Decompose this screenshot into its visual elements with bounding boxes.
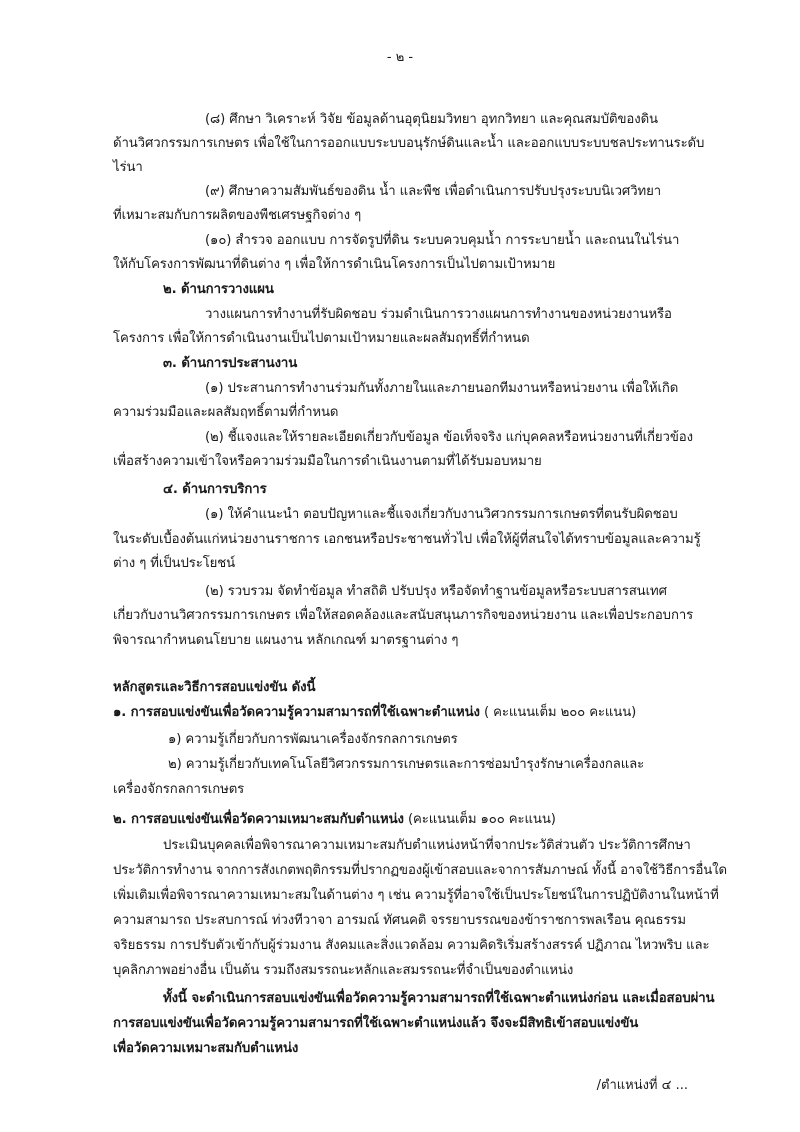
line-text: เพื่อวัดความเหมาะสมกับตำแหน่ง xyxy=(113,1041,299,1056)
line-text: ๓. ด้านการประสานงาน xyxy=(163,356,298,371)
score-note: ( คะแนนเต็ม ๒๐๐ คะแนน) xyxy=(479,705,637,720)
line-text: ความสามารถ ประสบการณ์ ท่วงทีวาจา อารมณ์ ทัศนคติ จรรยาบรรณของข้าราชการพลเรือน คุณธรรม xyxy=(113,913,687,928)
line-text: ๒) ความรู้เกี่ยวกับเทคโนโลยีวิศวกรรมการเกษตรและการซ่อมบำรุงรักษาเครื่องกลและ xyxy=(168,757,645,772)
text-line xyxy=(168,755,644,775)
text-line xyxy=(168,730,458,750)
text-line xyxy=(205,505,678,525)
line-text: ประเมินบุคคลเพื่อพิจารณาความเหมาะสมกับตำแหน่งหน้าที่จากประวัติส่วนตัว ประวัติการศึกษา xyxy=(163,838,691,853)
line-text: ความร่วมมือและผลสัมฤทธิ์ตามที่กำหนด xyxy=(113,405,339,420)
line-text: เพิ่มเติมเพื่อพิจารณาความเหมาะสมในด้านต่าง ๆ เช่น ความรู้ที่อาจใช้เป็นประโยชน์ในการปฏิบัติงานในหน้าที่ xyxy=(113,888,719,903)
line-text: (๘) ศึกษา วิเคราะห์ วิจัย ข้อมูลด้านอุตุนิยมวิทยา อุทกวิทยา และคุณสมบัติของดิน xyxy=(205,112,658,127)
heading-line xyxy=(163,989,714,1009)
text-line xyxy=(113,206,361,226)
line-text: บุคลิกภาพอย่างอื่น เป็นต้น รวมถึงสมรรถนะหลักและสมรรถนะที่จำเป็นของตำแหน่ง xyxy=(113,963,574,978)
text-line xyxy=(205,305,672,325)
text-line xyxy=(113,606,693,626)
text-line xyxy=(113,134,704,154)
text-line xyxy=(113,936,709,956)
line-text: ด้านวิศวกรรมการเกษตร เพื่อใช้ในการออกแบบระบบอนุรักษ์ดินและน้ำ และออกแบบระบบชลประทานระดับ xyxy=(113,136,705,151)
heading-line xyxy=(163,480,267,500)
line-text: ให้กับโครงการพัฒนาที่ดินต่าง ๆ เพื่อให้การดำเนินโครงการเป็นไปตามเป้าหมาย xyxy=(113,257,556,272)
line-text: (๑) ให้คำแนะนำ ตอบปัญหาและชี้แจงเกี่ยวกับงานวิศวกรรมการเกษตรที่ตนรับผิดชอบ xyxy=(205,507,678,522)
line-text: ทั้งนี้ จะดำเนินการสอบแข่งขันเพื่อวัดความรู้ความสามารถที่ใช้เฉพาะตำแหน่งก่อน และเมื่อสอบผ่าน xyxy=(163,991,715,1006)
line-text: ประวัติการทำงาน จากการสังเกตพฤติกรรมที่ปรากฏของผู้เข้าสอบและจาการสัมภาษณ์ ทั้งนี้ อาจใช้วิธีการอื่นใด xyxy=(113,863,727,878)
page-number: - ๒ - xyxy=(386,50,414,65)
line-text: ไร่นา xyxy=(113,160,143,175)
heading-line xyxy=(163,280,274,300)
line-text: ๔. ด้านการบริการ xyxy=(163,482,267,497)
text-line xyxy=(113,255,555,275)
score-note: (คะแนนเต็ม ๑๐๐ คะแนน) xyxy=(403,812,556,827)
text-line xyxy=(113,554,235,574)
line-text: พิจารณากำหนดนโยบาย แผนงาน หลักเกณฑ์ มาตรฐานต่าง ๆ xyxy=(113,633,459,648)
text-line xyxy=(113,329,530,349)
text-line xyxy=(205,582,667,602)
text-line xyxy=(205,182,661,202)
text-line xyxy=(113,911,686,931)
text-line xyxy=(113,158,143,178)
line-text: เพื่อสร้างความเข้าใจหรือความร่วมมือในการดำเนินงานตามที่ได้รับมอบหมาย xyxy=(113,454,542,469)
text-line xyxy=(163,836,691,856)
line-text: ในระดับเบื้องต้นแก่หน่วยงานราชการ เอกชนหรือประชาชนทั่วไป เพื่อให้ผู้ที่สนใจได้ทราบข้อมูลและความรู้ xyxy=(113,532,701,547)
line-text: (๒) รวบรวม จัดทำข้อมูล ทำสถิติ ปรับปรุง หรือจัดทำฐานข้อมูลหรือระบบสารสนเทศ xyxy=(205,584,667,599)
text-line xyxy=(205,110,658,130)
text-line xyxy=(205,428,693,448)
text-line xyxy=(205,379,678,399)
line-text: ต่าง ๆ ที่เป็นประโยชน์ xyxy=(113,556,236,571)
heading-line xyxy=(113,810,556,830)
line-text: ๑. การสอบแข่งขันเพื่อวัดความรู้ความสามารถที่ใช้เฉพาะตำแหน่ง xyxy=(113,705,480,720)
text-line xyxy=(113,631,458,651)
line-text: ๒. ด้านการวางแผน xyxy=(163,282,274,297)
heading-line xyxy=(113,1039,298,1059)
line-text: เกี่ยวกับงานวิศวกรรมการเกษตร เพื่อให้สอดคล้องและสนับสนุนภารกิจของหน่วยงาน และเพื่อประกอบการ xyxy=(113,608,694,623)
text-line xyxy=(205,231,679,251)
line-text: ๒. การสอบแข่งขันเพื่อวัดความเหมาะสมกับตำแหน่ง xyxy=(113,812,404,827)
line-text: หลักสูตรและวิธีการสอบแข่งขัน ดังนี้ xyxy=(113,680,316,695)
heading-line xyxy=(163,354,297,374)
line-text: ๑) ความรู้เกี่ยวกับการพัฒนาเครื่องจักรกลการเกษตร xyxy=(168,732,458,747)
line-text: จริยธรรม การปรับตัวเข้ากับผู้ร่วมงาน สังคมและสิ่งแวดล้อม ความคิดริเริ่มสร้างสรรค์ ปฏิภาณ ไหวพริบ และ xyxy=(113,938,710,953)
text-line xyxy=(113,886,719,906)
text-line xyxy=(113,452,542,472)
heading-line xyxy=(113,678,315,698)
text-line xyxy=(113,861,727,881)
line-text: (๒) ชี้แจงและให้รายละเอียดเกี่ยวกับข้อมูล ข้อเท็จจริง แก่บุคคลหรือหน่วยงานที่เกี่ยวข้อง xyxy=(205,430,693,445)
line-text: เครื่องจักรกลการเกษตร xyxy=(113,782,245,797)
line-text: (๑๐) สำรวจ ออกแบบ การจัดรูปที่ดิน ระบบควบคุมน้ำ การระบายน้ำ และถนนในไร่นา xyxy=(205,233,680,248)
line-text: วางแผนการทำงานที่รับผิดชอบ ร่วมดำเนินการวางแผนการทำงานของหน่วยงานหรือ xyxy=(205,307,672,322)
line-text: โครงการ เพื่อให้การดำเนินงานเป็นไปตามเป้าหมายและผลสัมฤทธิ์ที่กำหนด xyxy=(113,331,530,346)
line-text: ที่เหมาะสมกับการผลิตของพืชเศรษฐกิจต่าง ๆ xyxy=(113,208,362,223)
line-text: (๑) ประสานการทำงานร่วมกันทั้งภายในและภายนอกทีมงานหรือหน่วยงาน เพื่อให้เกิด xyxy=(205,381,679,396)
text-line xyxy=(113,780,244,800)
heading-line xyxy=(113,1014,638,1034)
heading-line xyxy=(113,703,636,723)
text-line xyxy=(113,403,338,423)
line-text: (๙) ศึกษาความสัมพันธ์ของดิน น้ำ และพืช เพื่อดำเนินการปรับปรุงระบบนิเวศวิทยา xyxy=(205,184,662,199)
continuation-reference: /ตำแหน่งที่ ๔ ... xyxy=(596,1078,688,1093)
text-line xyxy=(113,961,573,981)
line-text: การสอบแข่งขันเพื่อวัดความรู้ความสามารถที่ใช้เฉพาะตำแหน่งแล้ว จึงจะมีสิทธิเข้าสอบแข่งขัน xyxy=(113,1016,639,1031)
text-line xyxy=(113,530,701,550)
